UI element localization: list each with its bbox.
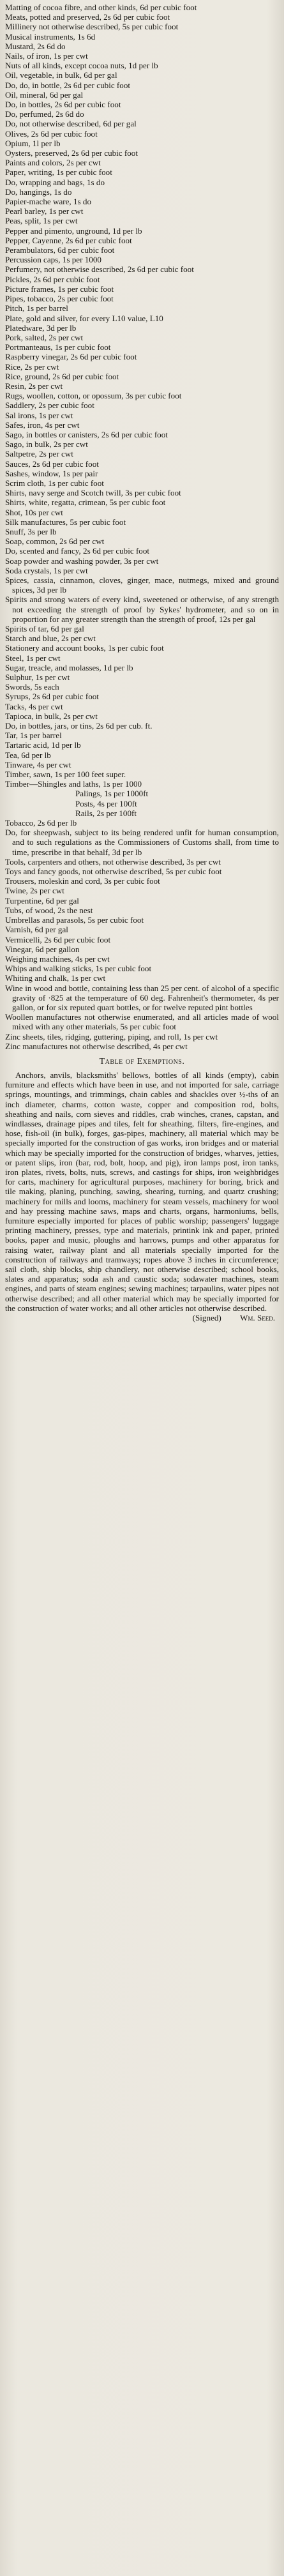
tariff-entry: Do, in bottles, jars, or tins, 2s 6d per cub. ft.	[5, 721, 153, 731]
tariff-entry: Pork, salted, 2s per cwt	[5, 332, 84, 342]
tariff-entry: Resin, 2s per cwt	[5, 381, 63, 391]
tariff-entry: Palings, 1s per 1000ft	[75, 789, 149, 799]
tariff-entry: Starch and blue, 2s per cwt	[5, 633, 96, 644]
tariff-entry: Tea, 6d per lb	[5, 750, 51, 760]
tariff-entry: Meats, potted and preserved, 2s 6d per cubic foot	[5, 12, 170, 22]
signature-line	[5, 1313, 279, 1323]
tariff-entry: Do, in bottles, 2s 6d per cubic foot	[5, 100, 121, 110]
tariff-entry: Whips and walking sticks, 1s per cubic foot	[5, 964, 152, 974]
tariff-entry: Pearl barley, 1s per cwt	[5, 206, 84, 216]
tariff-entry: Safes, iron, 4s per cwt	[5, 420, 80, 430]
tariff-entry: Do, for sheepwash, subject to its being rendered unfit for human consumption, and to such regulations as the Commissioners of Customs shall, from time to time, prescribe in that behalf, 3d per lb	[5, 828, 279, 857]
tariff-entry: Saddlery, 2s per cubic foot	[5, 400, 94, 411]
tariff-entry: Nails, of iron, 1s per cwt	[5, 51, 88, 61]
tariff-entry: Spirits of tar, 6d per gal	[5, 624, 84, 633]
tariff-entry: Pepper, Cayenne, 2s 6d per cubic foot	[5, 235, 132, 245]
tariff-entry: Timber—Shingles and laths, 1s per 1000	[5, 779, 142, 789]
tariff-entry: Sago, in bottles or canisters, 2s 6d per cubic foot	[5, 429, 168, 439]
timber-sub-entries	[5, 789, 279, 818]
tariff-entry: Do, wrapping and bags, 1s do	[5, 177, 105, 187]
tariff-entry: Trousers, moleskin and cord, 3s per cubic foot	[5, 876, 160, 886]
tariff-entry: Oil, vegetable, in bulk, 6d per gal	[5, 70, 117, 80]
tariff-entry: Tobacco, 2s 6d per lb	[5, 818, 77, 828]
tariff-entry: Rails, 2s per 100ft	[75, 808, 137, 818]
tariff-entry: Weighing machines, 4s per cwt	[5, 953, 110, 964]
tariff-entry: Percussion caps, 1s per 1000	[5, 255, 101, 265]
tariff-entry: Pipes, tobacco, 2s per cubic foot	[5, 294, 114, 304]
tariff-entry: Pepper and pimento, unground, 1d per lb	[5, 225, 142, 236]
tariff-entry: Woollen manufactures not otherwise enumerated, and all articles made of wool mixed with any other materials, 5s per cubic foot	[5, 1012, 279, 1032]
tariff-entry: Rice, ground, 2s 6d per cubic foot	[5, 371, 119, 381]
tariff-entry: Varnish, 6d per gal	[5, 925, 68, 935]
tariff-entry: Paints and colors, 2s per cwt	[5, 158, 101, 168]
tariff-entry: Sashes, window, 1s per pair	[5, 468, 98, 478]
exemptions-heading: Table of Exemptions.	[99, 1056, 185, 1066]
tariff-entry: Snuff, 3s per lb	[5, 526, 57, 536]
tariff-entry: Pickles, 2s 6d per cubic foot	[5, 274, 100, 284]
tariff-entry: Tools, carpenters and others, not otherwise described, 3s per cwt	[5, 856, 221, 867]
tariff-entry: Paper, writing, 1s per cubic foot	[5, 167, 112, 178]
tariff-entry: Spices, cassia, cinnamon, cloves, ginger, mace, nutmegs, mixed and ground spices, 3d per lb	[5, 575, 279, 595]
tariff-entry: Matting of cocoa fibre, and other kinds, 6d per cubic foot	[5, 3, 197, 12]
tariff-entry: Toys and fancy goods, not otherwise described, 5s per cubic foot	[5, 867, 222, 877]
tariff-entry: Olives, 2s 6d per cubic foot	[5, 128, 98, 139]
tariff-entry: Swords, 5s each	[5, 682, 59, 692]
tariff-entry: Twine, 2s per cwt	[5, 886, 64, 896]
tariff-entry: Umbrellas and parasols, 5s per cubic foot	[5, 915, 144, 925]
tariff-entry: Shot, 10s per cwt	[5, 507, 63, 517]
tariff-entry: Sugar, treacle, and molasses, 1d per lb	[5, 662, 133, 672]
tariff-entry: Do, do, in bottle, 2s 6d per cubic foot	[5, 80, 131, 90]
tariff-entry: Zinc sheets, tiles, ridging, guttering, piping, and roll, 1s per cwt	[5, 1031, 218, 1042]
signatory-name: Wm. Seed.	[240, 1313, 275, 1323]
tariff-entry: Spirits and strong waters of every kind, sweetened or otherwise, of any strength not exceeding the strength of proof by Sykes' hydrometer, and so on in proportion for any greater strength than the strength of proof, 12s per gal	[5, 595, 279, 624]
tariff-entry: Silk manufactures, 5s per cubic foot	[5, 517, 126, 527]
tariff-entry: Papier-mache ware, 1s do	[5, 197, 91, 207]
tariff-entry: Posts, 4s per 100ft	[75, 798, 137, 808]
tariff-entry: Pitch, 1s per barrel	[5, 303, 68, 314]
tariff-entries-list-continued	[5, 818, 279, 1051]
tariff-entry: Sal irons, 1s per cwt	[5, 410, 73, 420]
tariff-entry: Platedware, 3d per lb	[5, 322, 77, 333]
tariff-entry: Nuts of all kinds, except cocoa nuts, 1d per lb	[5, 61, 158, 71]
tariff-entry: Musical instruments, 1s 6d	[5, 31, 96, 42]
tariff-entry: Shirts, white, regatta, crimean, 5s per cubic foot	[5, 497, 166, 508]
tariff-entry: Perfumery, not otherwise described, 2s 6d per cubic foot	[5, 264, 194, 275]
tariff-entry: Whiting and chalk, 1s per cwt	[5, 973, 106, 983]
tariff-entry: Millinery not otherwise described, 5s per cubic foot	[5, 22, 179, 32]
tariff-entry: Tacks, 4s per cwt	[5, 701, 63, 711]
tariff-entry: Tapioca, in bulk, 2s per cwt	[5, 711, 98, 721]
signed-label: (Signed)	[192, 1313, 221, 1323]
tariff-entries-list	[5, 3, 279, 789]
tariff-entry: Oysters, preserved, 2s 6d per cubic foot	[5, 148, 138, 158]
exemptions-body: Anchors, anvils, blacksmiths' bellows, bottles of all kinds (empty), cabin furniture and effects which have been in use, and not imported for sale, carriage springs, mountings, and trimmings, chain cables and shackles over ½-ths of an inch diameter, charms, cotton waste, copper and composition rod, bolts, sheathing and nails, corn sieves and riddles, crab winches, cranes, capstan, and windlasses, drainage pipes and tiles, felt for sheathing, filters, fire-engines, and hose, fish-oil (in bulk), forges, gas-pipes, machinery, all material which may be specially imported for the construction of gas works, iron bridges and or material which may be specially imported for the construction of bridges, wharves, jetties, or patent slips, iron (bar, rod, bolt, hoop, and pig), iron lamps post, iron tanks, iron plates, rivets, bolts, nuts, screws, and castings for ships, iron weighbridges for carts, machinery for agricultural purposes, machinery for boring, brick and tile making, planing, punching, sawing, shearing, turning, and quartz crushing; machinery for mills and looms, machinery for steam vessels, machinery for wool and hay pressing machine saws, maps and charts, organs, harmoniums, bells, furniture especially imported for places of public worship; passengers' luggage printing machinery, presses, type and materials, printink ink and paper, printed books, paper and music, ploughs and harrows, pumps and other apparatus for raising water, railway plant and all materials specially imported for the construction of railways and tramways; ropes above 3 inches in circumference; sail cloth, ship blocks, ship chandlery, not otherwise described; school books, slates and apparatus; soda ash and caustic soda; sodawater machines, steam engines, and parts of steam engines; sewing machines; tarpaulins, water pipes not otherwise described; and all other material which may be specially imported for the construction of water works; and all other articles not otherwise described.	[5, 1070, 279, 1313]
tariff-entry: Tar, 1s per barrel	[5, 731, 62, 741]
tariff-entry: Shirts, navy serge and Scotch twill, 3s per cubic foot	[5, 488, 181, 498]
tariff-entry: Sago, in bulk, 2s per cwt	[5, 439, 88, 450]
tariff-entry: Soda crystals, 1s per cwt	[5, 565, 88, 575]
tariff-entry: Plate, gold and silver, for every L10 value, L10	[5, 313, 163, 323]
tariff-entry: Vermicelli, 2s 6d per cubic foot	[5, 934, 111, 944]
tariff-entry: Do, scented and fancy, 2s 6d per cubic foot	[5, 546, 150, 556]
tariff-entry: Mustard, 2s 6d do	[5, 41, 66, 51]
tariff-entry: Sulphur, 1s per cwt	[5, 672, 70, 683]
tariff-entry: Do, not otherwise described, 6d per gal	[5, 119, 137, 129]
tariff-entry: Opium, 1l per lb	[5, 138, 61, 148]
tariff-entry: Do, perfumed, 2s 6d do	[5, 109, 84, 119]
tariff-entry: Rugs, woollen, cotton, or opossum, 3s per cubic foot	[5, 391, 182, 401]
tariff-entry: Turpentine, 6d per gal	[5, 895, 79, 905]
tariff-entry: Saltpetre, 2s per cwt	[5, 449, 73, 459]
tariff-entry: Stationery and account books, 1s per cubic foot	[5, 643, 164, 653]
tariff-entry: Zinc manufactures not otherwise described, 4s per cwt	[5, 1041, 188, 1051]
tariff-entry: Do, hangings, 1s do	[5, 186, 72, 197]
tariff-entry: Sauces, 2s 6d per cubic foot	[5, 458, 99, 469]
tariff-entry: Perambulators, 6d per cubic foot	[5, 245, 115, 255]
tariff-entry: Steel, 1s per cwt	[5, 653, 61, 663]
tariff-entry: Wine in wood and bottle, containing less than 25 per cent. of alcohol of a specific gravity of ·825 at the temperature of 60 deg. Fahrenheit's thermometer, 4s per gallon, or for six reputed quart bottles, or for twelve reputed pint bottles	[5, 983, 279, 1012]
tariff-entry: Portmanteaus, 1s per cubic foot	[5, 342, 111, 352]
tariff-entry: Tartaric acid, 1d per lb	[5, 740, 81, 750]
tariff-entry: Peas, split, 1s per cwt	[5, 216, 78, 226]
tariff-entry: Timber, sawn, 1s per 100 feet super.	[5, 769, 126, 780]
tariff-entry: Soap, common, 2s 6d per cwt	[5, 536, 105, 547]
tariff-entry: Tinware, 4s per cwt	[5, 759, 71, 769]
tariff-entry: Tubs, of wood, 2s the nest	[5, 905, 93, 915]
tariff-entry: Picture frames, 1s per cubic foot	[5, 284, 114, 294]
tariff-entry: Soap powder and washing powder, 3s per cwt	[5, 556, 159, 566]
tariff-entry: Syrups, 2s 6d per cubic foot	[5, 692, 99, 702]
tariff-entry: Rice, 2s per cwt	[5, 361, 59, 372]
tariff-entry: Vinegar, 6d per gallon	[5, 944, 80, 954]
tariff-entry: Scrim cloth, 1s per cubic foot	[5, 478, 104, 488]
tariff-entry: Oil, mineral, 6d per gal	[5, 89, 84, 100]
tariff-entry: Raspberry vinegar, 2s 6d per cubic foot	[5, 352, 137, 362]
